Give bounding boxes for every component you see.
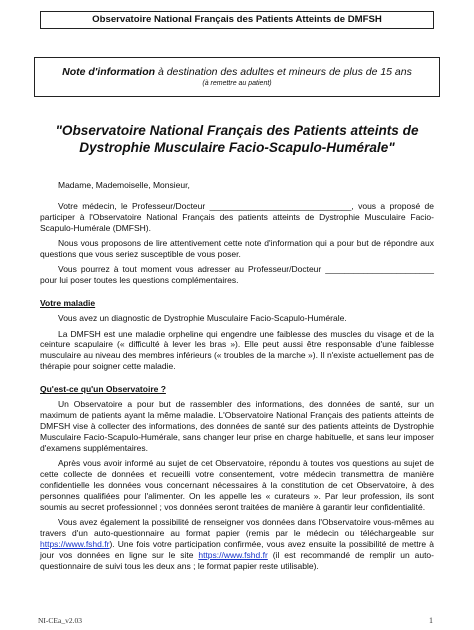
paragraph-3: Vous pourrez à tout moment vous adresser au Professeur/Docteur _______________________ pour lui poser toutes les questions complémentaires. <box>40 264 434 286</box>
note-bold: Note d'information <box>62 66 156 78</box>
title-line-1: "Observatoire National Français des Patients atteints de <box>55 123 419 138</box>
paragraph-4: Vous avez un diagnostic de Dystrophie Musculaire Facio-Scapulo-Humérale. <box>58 313 347 324</box>
note-rest: à destination des adultes et mineurs de plus de 15 ans <box>155 66 412 78</box>
paragraph-7: Après vous avoir informé au sujet de cet Observatoire, répondu à toutes vos questions au sujet de cette collecte de données et recueilli votre consentement, votre médecin transmettra de manière confidentielle les données vous concernant nécessaires à la constitution de cet Observatoire, à des personnes qualifiées pour l'alimenter. On les appelle les « curateurs ». Par leur profession, ils sont soumis au secret professionnel ; vos données seront traitées de manière à garantir leur confidentialité. <box>40 458 434 512</box>
note-box <box>34 57 440 97</box>
note-subtitle: (à remettre au patient) <box>202 80 272 87</box>
page-number: 1 <box>429 616 433 625</box>
paragraph-8-part-c: (il est recommandé de remplir un auto-questionnaire de suivi tous les deux ans ; le format papier reste utilisable). <box>40 549 434 571</box>
document-title <box>40 123 434 156</box>
note-line <box>35 66 439 78</box>
paragraph-8 <box>40 517 434 572</box>
document-header <box>40 11 434 29</box>
section-heading-observatoire: Qu'est-ce qu'un Observatoire ? <box>40 384 166 395</box>
fshd-link-1[interactable]: https://www.fshd.fr <box>40 538 110 549</box>
paragraph-1: Votre médecin, le Professeur/Docteur ______________________________, vous a proposé de participer à l'Observatoire National Français des patients atteints de Dystrophie Musculaire Facio-Scapulo-Humérale (DMFSH). <box>40 200 434 233</box>
title-line-2: Dystrophie Musculaire Facio-Scapulo-Humérale" <box>79 139 395 155</box>
paragraph-8-part-b: ). Une fois votre participation confirmée, vous avez ensuite la possibilité de mettre à jour vos données en ligne sur le site <box>40 538 434 560</box>
salutation: Madame, Mademoiselle, Monsieur, <box>58 180 190 190</box>
fshd-link-2[interactable]: https://www.fshd.fr <box>198 549 268 560</box>
section-heading-maladie: Votre maladie <box>40 298 96 309</box>
paragraph-2: Nous vous proposons de lire attentivement cette note d'information qui a pour but de répondre aux questions que vous seriez susceptible de vous poser. <box>40 238 434 260</box>
header-title: Observatoire National Français des Patients Atteints de DMFSH <box>92 14 382 25</box>
paragraph-5: La DMFSH est une maladie orpheline qui engendre une faiblesse des muscles du visage et de la ceinture scapulaire (« difficulté à lever les bras »). Elle peut aussi être responsable d'une faiblesse musculaire au niveau des membres inférieurs (« troubles de la marche »). Il n'existe actuellement pas de thérapie pour soigner cette maladie. <box>40 328 434 372</box>
paragraph-6: Un Observatoire a pour but de rassembler des informations, des données de santé, sur un maximum de patients ayant la même maladie. L'Observatoire National Français des patients atteints de DMFSH vise à collecter des informations, des données de santé sur des patients atteints de Dystrophie Musculaire Facio-Scapulo-Humérale, sans changer leur prise en charge habituelle, et sans leur imposer d'examens supplémentaires. <box>40 399 434 453</box>
footer-reference: NI-CEa_v2.03 <box>38 616 82 625</box>
document-body <box>40 180 434 576</box>
paragraph-8-part-a: Vous avez également la possibilité de renseigner vos données dans l'Observatoire vous-mêmes au travers d'un auto-questionnaire au format papier (remis par le médecin ou téléchargeable sur <box>40 517 434 539</box>
